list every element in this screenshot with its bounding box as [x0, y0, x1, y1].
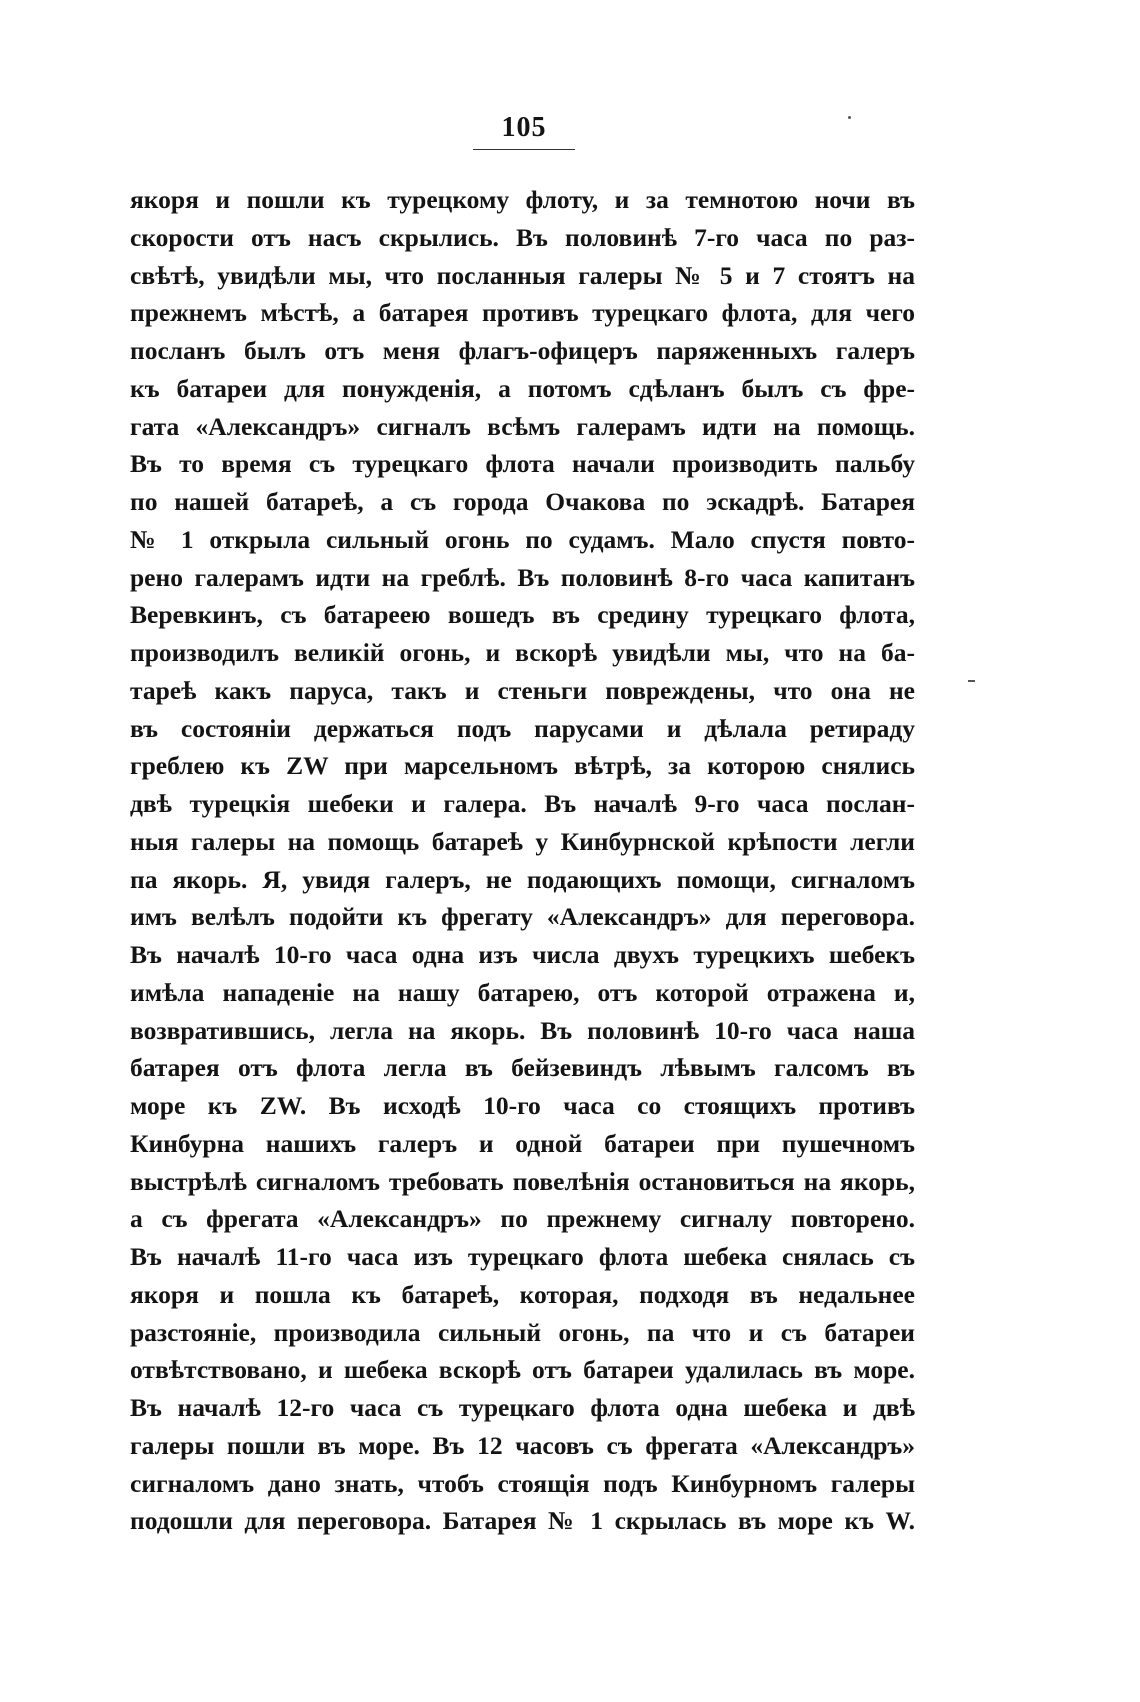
text-line: рено галерамъ идти на греблѣ. Въ половинѣ 8-го часа капитанъ [130, 562, 915, 592]
text-line: посланъ былъ отъ меня флагъ-офицеръ паряженныхъ галеръ [130, 336, 915, 365]
text-line: Въ то время съ турецкаго флота начали производить пальбу [130, 449, 915, 479]
text-line: свѣтѣ, увидѣли мы, что посланныя галеры № 5 и 7 стоятъ на [130, 260, 915, 290]
text-line: имѣла нападеніе на нашу батарею, отъ которой отражена и, [130, 977, 915, 1007]
text-line: тареѣ какъ паруса, такъ и стеньги повреждены, что она не [130, 675, 915, 705]
text-line: выстрѣлѣ сигналомъ требовать повелѣнія остановиться на якорь, [130, 1166, 915, 1196]
text-line: сигналомъ дано знать, чтобъ стоящія подъ Кинбурномъ галеры [130, 1468, 915, 1498]
text-line: галеры пошли въ море. Въ 12 часовъ съ фрегата «Александръ» [130, 1430, 915, 1460]
text-line: Въ началѣ 11-го часа изъ турецкаго флота шебека снялась съ [130, 1242, 915, 1271]
text-line: Въ началѣ 12-го часа съ турецкаго флота одна шебека и двѣ [130, 1393, 915, 1422]
text-line: производилъ великій огонь, и вскорѣ увидѣли мы, что на ба- [130, 638, 915, 667]
text-line: возвратившись, легла на якорь. Въ половинѣ 10-го часа наша [130, 1015, 915, 1045]
text-line: прежнемъ мѣстѣ, а батарея противъ турецкаго флота, для чего [130, 298, 915, 328]
page-number-rule [473, 149, 575, 150]
text-line: а съ фрегата «Александръ» по прежнему сигналу повторено. [130, 1204, 915, 1234]
page-number-block [474, 112, 574, 144]
text-line: ныя галеры на помощь батареѣ у Кинбурнской крѣпости легли [130, 826, 915, 856]
text-line: двѣ турецкія шебеки и галера. Въ началѣ 9-го часа послан- [130, 789, 915, 818]
text-line: скорости отъ насъ скрылись. Въ половинѣ 7-го часа по раз- [130, 222, 915, 252]
text-line: па якорь. Я, увидя галеръ, не подающихъ помощи, сигналомъ [130, 864, 915, 894]
text-line: Кинбурна нашихъ галеръ и одной батареи при пушечномъ [130, 1128, 915, 1158]
page-number: 105 [501, 112, 547, 143]
text-line: якоря и пошла къ батареѣ, которая, подходя въ недальнее [130, 1279, 915, 1309]
text-line: имъ велѣлъ подойти къ фрегату «Александръ» для переговора. [130, 902, 915, 932]
text-line: въ состояніи держаться подъ парусами и дѣлала ретираду [130, 713, 915, 743]
text-line: Веревкинъ, съ батареею вошедъ въ средину турецкаго флота, [130, 600, 915, 630]
text-line: море къ ZW. Въ исходѣ 10-го часа со стоящихъ противъ [130, 1091, 915, 1120]
text-line: подошли для переговора. Батарея № 1 скрылась въ море къ W. [130, 1506, 915, 1536]
text-line: къ батареи для понужденія, а потомъ сдѣланъ былъ съ фре- [130, 373, 915, 403]
text-line: батарея отъ флота легла въ бейзевиндъ лѣвымъ галсомъ въ [130, 1053, 915, 1083]
body-text [130, 181, 915, 1540]
text-line: по нашей батареѣ, а съ города Очакова по эскадрѣ. Батарея [130, 487, 915, 516]
text-line: гата «Александръ» сигналъ всѣмъ галерамъ идти на помощь. [130, 411, 915, 441]
scan-speck [848, 116, 851, 119]
text-line: якоря и пошли къ турецкому флоту, и за темнотою ночи въ [130, 185, 915, 214]
scan-dash-mark [968, 680, 975, 682]
text-line: греблею къ ZW при марсельномъ вѣтрѣ, за которою снялись [130, 751, 915, 781]
text-line: Въ началѣ 10-го часа одна изъ числа двухъ турецкихъ шебекъ [130, 940, 915, 969]
text-line: № 1 открыла сильный огонь по судамъ. Мало спустя повто- [130, 524, 915, 554]
text-line: отвѣтствовано, и шебека вскорѣ отъ батареи удалилась въ море. [130, 1355, 915, 1385]
text-line: разстояніе, производила сильный огонь, па что и съ батареи [130, 1317, 915, 1347]
